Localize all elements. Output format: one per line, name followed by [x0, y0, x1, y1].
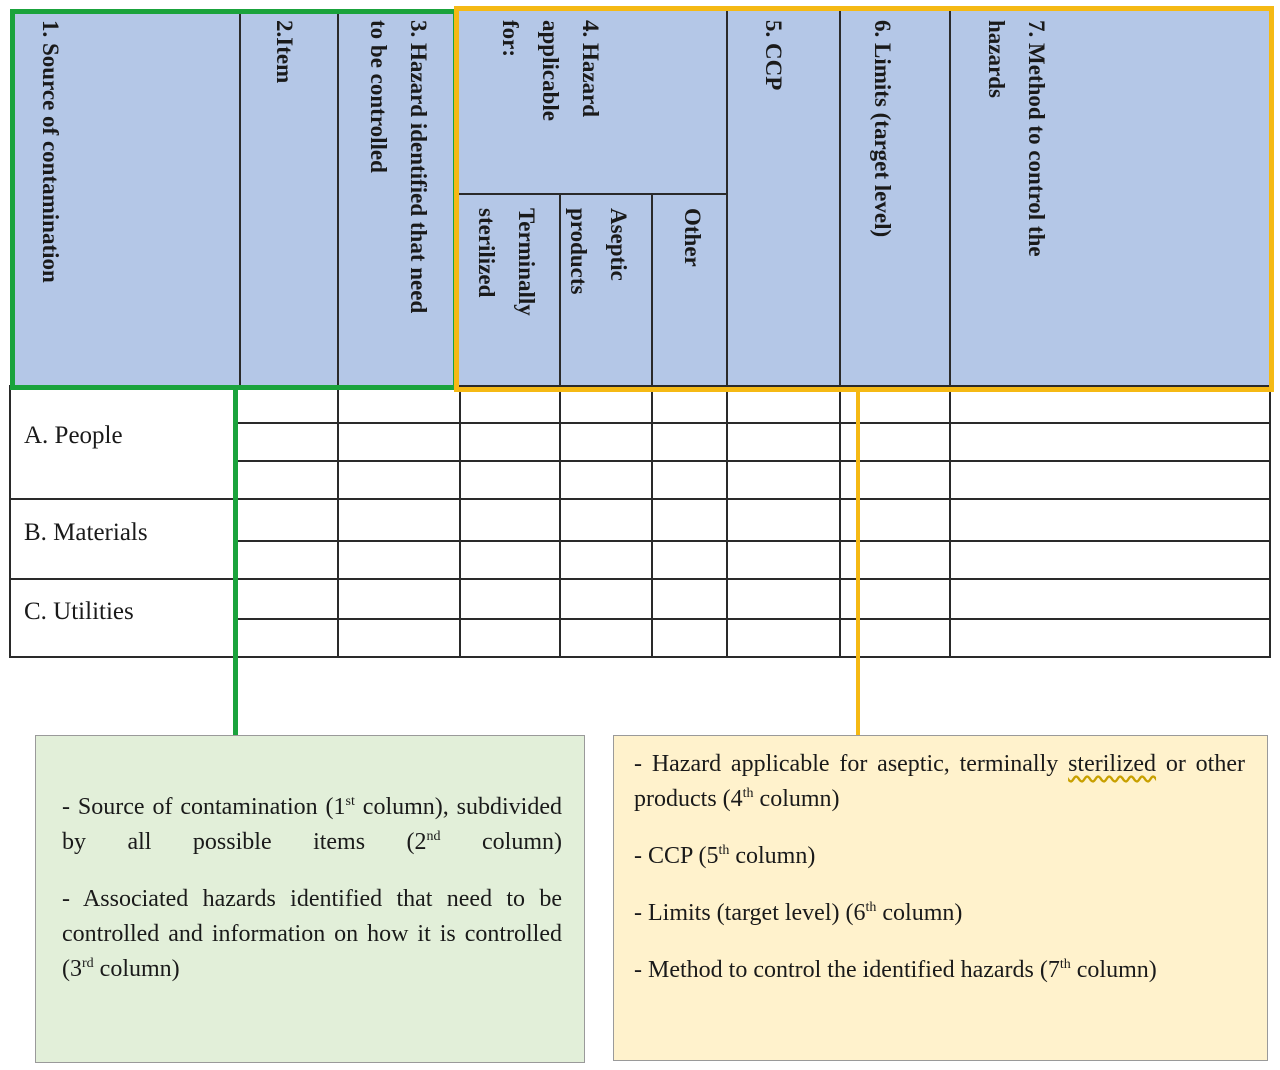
- grid-line: [9, 656, 1271, 658]
- row-label-people: A. People: [24, 422, 123, 449]
- grid-line: [236, 460, 1271, 462]
- right-note-ccp: - CCP (5th column): [634, 843, 816, 869]
- left-note-source-of-contamination: - Source of contamination (1st column), subdivided by all possible items (2nd column): [62, 794, 563, 855]
- header-terminally-sterilized: Terminally sterilized: [474, 208, 539, 316]
- grid-line: [236, 422, 1271, 424]
- row-label-utilities: C. Utilities: [24, 598, 134, 625]
- grid-line: [236, 618, 1271, 620]
- right-note-method: - Method to control the identified hazards (7th column): [634, 957, 1157, 983]
- green-connector-line: [233, 386, 238, 735]
- header-aseptic-products: Aseptic products: [566, 208, 631, 295]
- grid-line: [236, 540, 1271, 542]
- header-hazard-identified: 3. Hazard identified that need to be controlled: [366, 20, 431, 314]
- header-other: Other: [680, 208, 705, 267]
- header-limits: 6. Limits (target level): [870, 20, 895, 238]
- header-hazard-applicable: 4. Hazard applicable for:: [498, 20, 603, 121]
- header-method-to-control: 7. Method to control the hazards: [984, 20, 1049, 257]
- orange-connector-line: [856, 392, 860, 735]
- left-note-box: [35, 735, 585, 1063]
- right-note-limits: - Limits (target level) (6th column): [634, 900, 963, 926]
- right-note-hazard-applicable: - Hazard applicable for aseptic, terminally sterilized or other products (4th column): [634, 751, 1245, 812]
- green-highlight-frame: [10, 9, 458, 390]
- header-item: 2.Item: [272, 20, 297, 84]
- left-note-associated-hazards: - Associated hazards identified that need to be controlled and information on how it is controlled (3rd column): [62, 886, 562, 982]
- header-ccp: 5. CCP: [761, 20, 786, 91]
- row-label-materials: B. Materials: [24, 519, 148, 546]
- grid-line: [9, 578, 1271, 580]
- orange-highlight-frame: [454, 6, 1274, 392]
- right-note-box: [613, 735, 1268, 1061]
- grid-line: [9, 498, 1271, 500]
- grid-line: [9, 385, 11, 658]
- header-source-of-contamination: 1. Source of contamination: [38, 20, 63, 283]
